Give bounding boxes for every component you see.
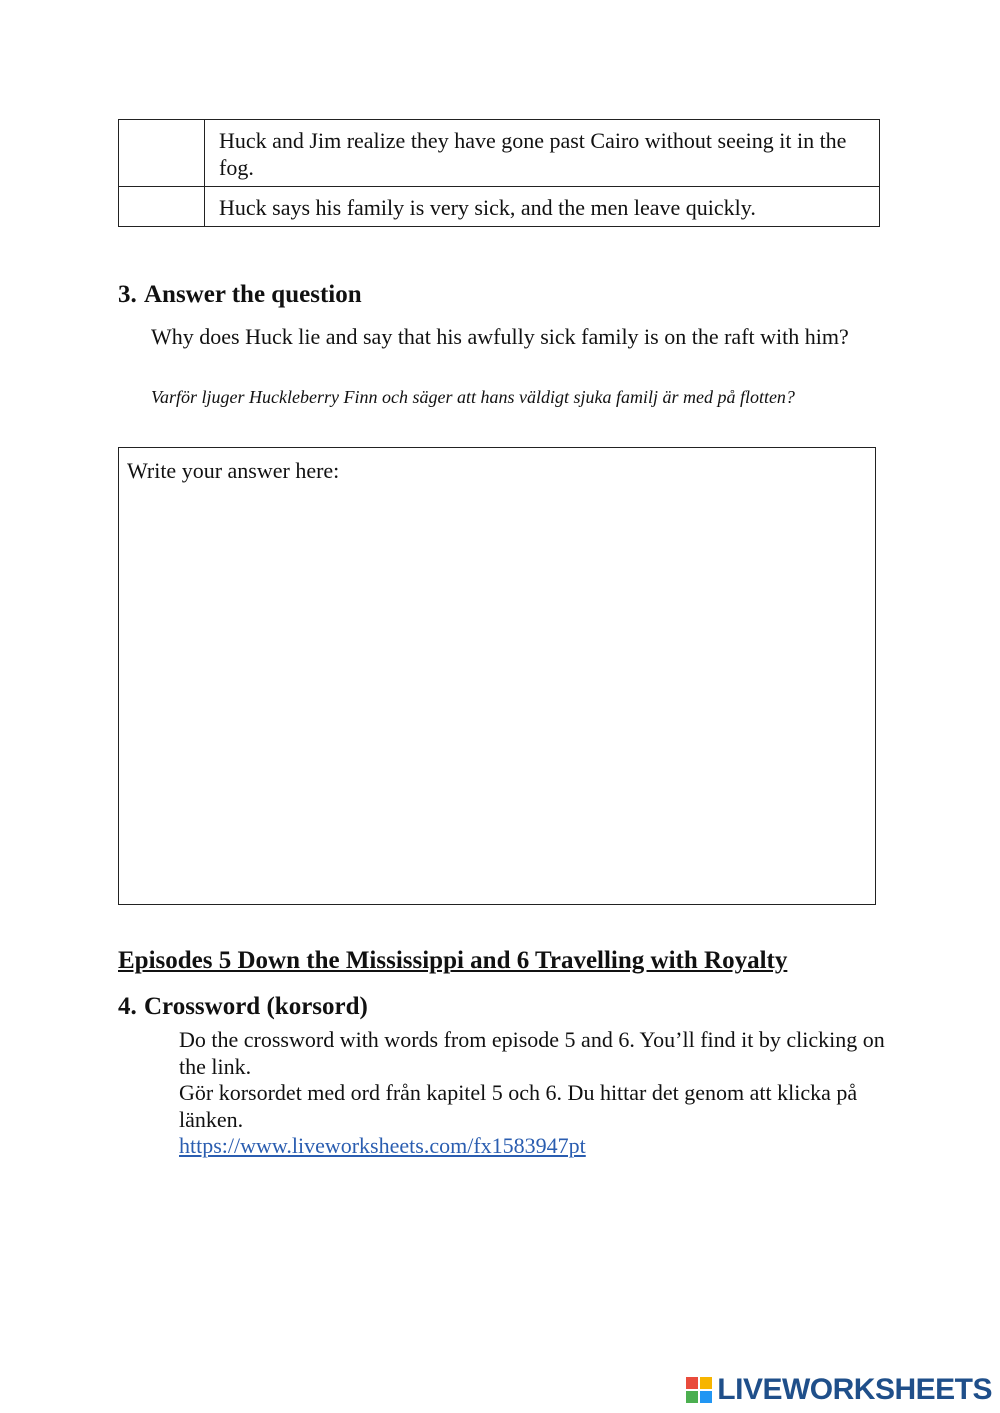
instruction-text-swedish: Gör korsordet med ord från kapitel 5 och 6. Du hittar det genom att klicka på länken. (179, 1080, 858, 1132)
event-text: Huck and Jim realize they have gone past Cairo without seeing it in the fog. (205, 120, 880, 187)
instruction-text: Do the crossword with words from episode 5 and 6. You’ll find it by clicking on the link. (179, 1027, 885, 1079)
crossword-link[interactable]: https://www.liveworksheets.com/fx1583947pt (179, 1133, 586, 1158)
logo-tile (700, 1377, 712, 1389)
logo-tile (686, 1377, 698, 1389)
question-4-heading (118, 993, 368, 1021)
crossword-instructions (179, 1027, 889, 1160)
logo-text: LIVEWORKSHEETS (717, 1373, 992, 1406)
order-cell[interactable] (119, 120, 205, 187)
table-row (119, 120, 880, 187)
logo-tile (700, 1391, 712, 1403)
question-title: Crossword (korsord) (144, 993, 368, 1020)
answer-label: Write your answer here: (127, 458, 340, 483)
question-title: Answer the question (144, 281, 362, 308)
question-text: Why does Huck lie and say that his awfully sick family is on the raft with him? (151, 324, 849, 349)
question-number: 3. (118, 281, 137, 308)
sequence-table (118, 119, 880, 227)
logo-tile (686, 1391, 698, 1403)
answer-textbox[interactable] (118, 447, 876, 905)
table-row (119, 187, 880, 227)
order-cell[interactable] (119, 187, 205, 227)
question-number: 4. (118, 993, 137, 1020)
event-text: Huck says his family is very sick, and the men leave quickly. (205, 187, 880, 227)
question-text-swedish: Varför ljuger Huckleberry Finn och säger att hans väldigt sjuka familj är med på flotten? (151, 387, 795, 407)
liveworksheets-logo (686, 1373, 992, 1407)
question-3-heading (118, 281, 362, 309)
episodes-heading: Episodes 5 Down the Mississippi and 6 Travelling with Royalty (118, 947, 788, 974)
logo-icon (686, 1377, 712, 1403)
